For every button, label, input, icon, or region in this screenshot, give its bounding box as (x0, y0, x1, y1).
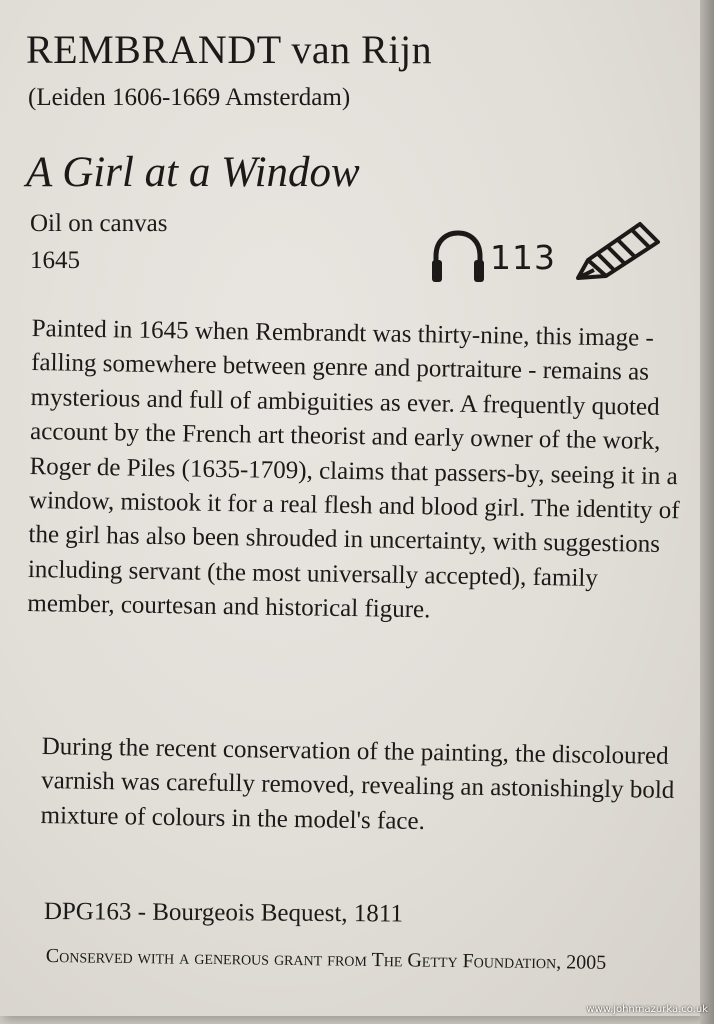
accession-line: DPG163 - Bourgeois Bequest, 1811 (43, 898, 404, 928)
artist-name: REMBRANDT van Rijn (26, 27, 433, 72)
artwork-year: 1645 (30, 247, 80, 274)
watermark: www.johnmazurka.co.uk (586, 1004, 708, 1015)
wall-shadow (700, 0, 714, 1024)
audio-guide-number: 113 (490, 238, 556, 277)
artist-life-dates: (Leiden 1606-1669 Amsterdam) (28, 84, 351, 111)
headphones-icon (430, 228, 486, 286)
description-paragraph: Painted in 1645 when Rembrandt was thirty-nine, this image - falling somewhere between genre and portraiture - remains as mysterious and full of ambiguities as ever. A frequently quoted account by the French art theorist and early owner of the work, Roger de Piles (1635-1709), claims that passers-by, seeing it in a window, mistook it for a real flesh and blood girl. The identity of the girl has also been shrouded in uncertainty, with suggestions including servant (the most universally accepted), family member, courtesan and historical figure. (27, 314, 680, 624)
conservation-credit: Conserved with a generous grant from The Getty Foundation, 2005 (45, 944, 607, 974)
pencil-icon (574, 218, 666, 284)
conservation-paragraph: During the recent conservation of the painting, the discoloured varnish was carefully removed, revealing an astonishingly bold mixture of colours in the model's face. (40, 732, 675, 835)
artwork-title: A Girl at a Window (26, 149, 360, 196)
artwork-medium: Oil on canvas (30, 210, 168, 237)
